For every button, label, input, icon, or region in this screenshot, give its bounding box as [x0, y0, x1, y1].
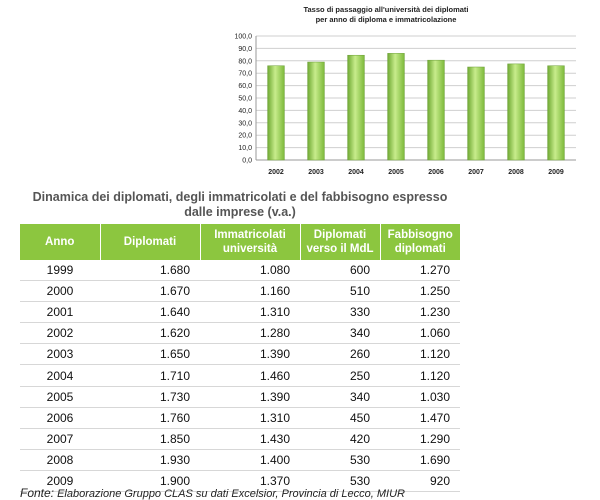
value-cell: 1.900 — [100, 470, 200, 491]
value-cell: 1.310 — [200, 302, 300, 323]
x-tick-label: 2002 — [268, 169, 284, 176]
value-cell: 420 — [300, 428, 380, 449]
value-cell: 1.230 — [380, 302, 460, 323]
year-cell: 2001 — [20, 302, 100, 323]
value-cell: 1.120 — [380, 365, 460, 386]
value-cell: 1.670 — [100, 281, 200, 302]
table-row — [20, 344, 460, 365]
value-cell: 1.620 — [100, 323, 200, 344]
source-text: Elaborazione Gruppo CLAS su dati Excelsior, Provincia di Lecco, MIUR — [57, 488, 405, 500]
value-cell: 260 — [300, 344, 380, 365]
x-tick-label: 2003 — [308, 169, 324, 176]
source-label: Fonte: — [20, 486, 55, 500]
value-cell: 340 — [300, 323, 380, 344]
value-cell: 1.850 — [100, 428, 200, 449]
year-cell: 2008 — [20, 449, 100, 470]
chart-subtitle: per anno di diploma e immatricolazione — [315, 15, 457, 24]
value-cell: 1.640 — [100, 302, 200, 323]
bar — [428, 60, 445, 160]
table-header-row — [20, 224, 460, 260]
year-cell: 2002 — [20, 323, 100, 344]
bar — [548, 66, 565, 160]
y-tick-label: 40,0 — [238, 107, 252, 115]
value-cell: 1.390 — [200, 386, 300, 407]
column-header: Diplomati — [100, 224, 200, 260]
value-cell: 1.270 — [380, 260, 460, 281]
table-row — [20, 428, 460, 449]
value-cell: 1.120 — [380, 344, 460, 365]
x-tick-label: 2009 — [548, 169, 564, 176]
y-tick-label: 10,0 — [238, 145, 252, 153]
value-cell: 1.370 — [200, 470, 300, 491]
value-cell: 530 — [300, 470, 380, 491]
value-cell: 1.280 — [200, 323, 300, 344]
plot-area — [234, 34, 576, 177]
value-cell: 1.680 — [100, 260, 200, 281]
y-tick-label: 20,0 — [238, 132, 252, 140]
value-cell: 1.250 — [380, 281, 460, 302]
y-tick-label: 70,0 — [238, 70, 252, 78]
data-table — [20, 224, 460, 492]
table-row — [20, 449, 460, 470]
year-cell: 2003 — [20, 344, 100, 365]
table-row — [20, 407, 460, 428]
year-cell: 1999 — [20, 260, 100, 281]
bar-chart — [226, 0, 586, 182]
bar — [308, 62, 325, 160]
column-header: Immatricolati università — [200, 224, 300, 260]
y-tick-label: 50,0 — [238, 95, 252, 103]
value-cell: 1.650 — [100, 344, 200, 365]
table-row — [20, 302, 460, 323]
value-cell: 450 — [300, 407, 380, 428]
value-cell: 530 — [300, 449, 380, 470]
value-cell: 1.160 — [200, 281, 300, 302]
y-tick-label: 80,0 — [238, 58, 252, 66]
value-cell: 1.930 — [100, 449, 200, 470]
year-cell: 2004 — [20, 365, 100, 386]
value-cell: 1.060 — [380, 323, 460, 344]
table-row — [20, 365, 460, 386]
table-row — [20, 386, 460, 407]
y-tick-label: 30,0 — [238, 120, 252, 128]
source-note — [20, 486, 405, 500]
year-cell: 2000 — [20, 281, 100, 302]
bar — [388, 53, 405, 160]
value-cell: 1.690 — [380, 449, 460, 470]
x-tick-label: 2005 — [388, 169, 404, 176]
value-cell: 1.760 — [100, 407, 200, 428]
value-cell: 1.710 — [100, 365, 200, 386]
y-tick-label: 100,0 — [234, 33, 252, 41]
table-row — [20, 260, 460, 281]
table-title: Dinamica dei diplomati, degli immatricolati e del fabbisogno espresso dalle imprese (v.a.) — [32, 190, 448, 219]
value-cell: 920 — [380, 470, 460, 491]
value-cell: 1.080 — [200, 260, 300, 281]
bar — [268, 66, 285, 160]
bar — [508, 64, 525, 160]
value-cell: 1.400 — [200, 449, 300, 470]
column-header: Anno — [20, 224, 100, 260]
value-cell: 1.470 — [380, 407, 460, 428]
year-cell: 2009 — [20, 470, 100, 491]
value-cell: 1.390 — [200, 344, 300, 365]
value-cell: 1.730 — [100, 386, 200, 407]
bar — [348, 55, 365, 160]
x-tick-label: 2006 — [428, 169, 444, 176]
y-tick-label: 90,0 — [238, 45, 252, 53]
bar — [468, 67, 485, 160]
value-cell: 330 — [300, 302, 380, 323]
x-tick-label: 2007 — [468, 169, 484, 176]
value-cell: 510 — [300, 281, 380, 302]
year-cell: 2006 — [20, 407, 100, 428]
chart-title: Tasso di passaggio all'università dei diplomati — [303, 5, 469, 14]
value-cell: 1.460 — [200, 365, 300, 386]
value-cell: 600 — [300, 260, 380, 281]
value-cell: 250 — [300, 365, 380, 386]
year-cell: 2005 — [20, 386, 100, 407]
value-cell: 1.290 — [380, 428, 460, 449]
column-header: Fabbisogno diplomati — [380, 224, 460, 260]
x-tick-label: 2008 — [508, 169, 524, 176]
table-row — [20, 281, 460, 302]
value-cell: 1.430 — [200, 428, 300, 449]
value-cell: 340 — [300, 386, 380, 407]
y-tick-label: 0,0 — [242, 157, 252, 165]
column-header: Diplomati verso il MdL — [300, 224, 380, 260]
table-row — [20, 323, 460, 344]
y-tick-label: 60,0 — [238, 83, 252, 91]
table-body — [20, 260, 460, 492]
x-tick-label: 2004 — [348, 169, 364, 176]
value-cell: 1.310 — [200, 407, 300, 428]
value-cell: 1.030 — [380, 386, 460, 407]
year-cell: 2007 — [20, 428, 100, 449]
